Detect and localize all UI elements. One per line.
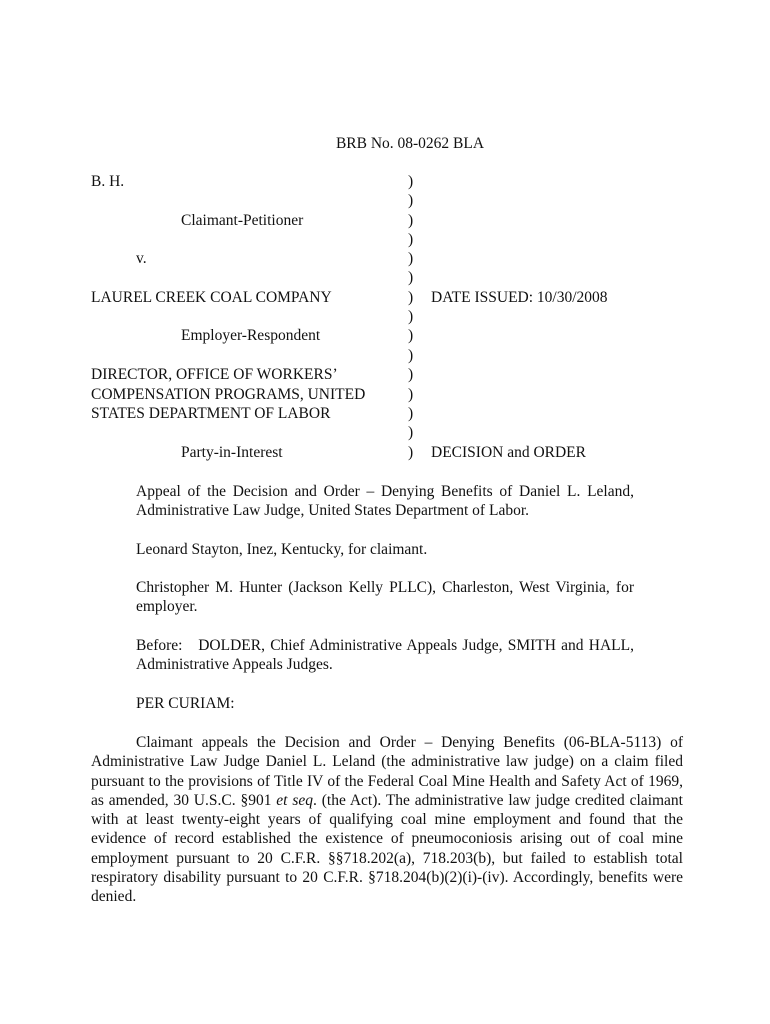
caption-paren: ) (408, 424, 414, 441)
appeal-statement: Appeal of the Decision and Order – Denying Benefits of Daniel L. Leland, Administrative Law Judge, United States Department of Labor. (136, 483, 634, 519)
per-curiam-heading: PER CURIAM: (136, 695, 235, 712)
employer-name: LAUREL CREEK COAL COMPANY (91, 289, 332, 306)
caption-paren: ) (408, 366, 414, 383)
caption-paren: ) (408, 192, 414, 209)
before-label: Before: (136, 637, 183, 654)
caption-paren: ) (408, 173, 414, 190)
opinion-citation-italic: et seq (276, 791, 314, 809)
caption-paren: ) (408, 327, 414, 344)
director-line-1: DIRECTOR, OFFICE OF WORKERS’ (91, 366, 338, 383)
counsel-employer: Christopher M. Hunter (Jackson Kelly PLLC), Charleston, West Virginia, for employer. (136, 579, 634, 615)
caption-paren: ) (408, 250, 414, 267)
caption-paren: ) (408, 308, 414, 325)
director-line-2: COMPENSATION PROGRAMS, UNITED (91, 386, 366, 403)
caption-paren: ) (408, 269, 414, 286)
caption-paren: ) (408, 289, 414, 306)
versus: v. (136, 250, 147, 267)
employer-role: Employer-Respondent (181, 327, 321, 344)
docket-number: BRB No. 08-0262 BLA (335, 135, 485, 152)
caption-paren: ) (408, 386, 414, 403)
opinion-text-2: . (the Act). The administrative law judge credited claimant with at least twenty-eight years of qualifying coal mine employment and found that the evidence of record established the existence of pneumoconiosis arising out of coal mine employment pursuant to 20 C.F.R. §§718.202(a), 718.203(b), but failed to establish total respiratory disability pursuant to 20 C.F.R. §718.204(b)(2)(i)-(iv). Accordingly, benefits were denied. (91, 791, 683, 906)
panel-before (136, 636, 634, 674)
director-line-3: STATES DEPARTMENT OF LABOR (91, 405, 331, 422)
counsel-claimant: Leonard Stayton, Inez, Kentucky, for claimant. (136, 541, 428, 558)
claimant-name: B. H. (91, 173, 125, 190)
claimant-role: Claimant-Petitioner (181, 212, 304, 229)
opinion-text-1: Claimant appeals the Decision and Order – Denying Benefits (06-BLA-5113) of Administrative Law Judge Daniel L. Leland (the administrative law judge) on a claim filed pursuant to the provisions of Title IV of the Federal Coal Mine Health and Safety Act of 1969, as amended, 30 U.S.C. §901 (91, 734, 683, 809)
before-judges: DOLDER, Chief Administrative Appeals Judge, SMITH and HALL, Administrative Appeals Judges. (136, 637, 634, 673)
director-role: Party-in-Interest (181, 444, 283, 461)
date-issued: DATE ISSUED: 10/30/2008 (431, 289, 608, 306)
decision-label: DECISION and ORDER (431, 444, 586, 461)
opinion-paragraph (91, 733, 683, 907)
caption-paren: ) (408, 405, 414, 422)
caption-paren: ) (408, 212, 414, 229)
caption-paren: ) (408, 444, 414, 461)
caption-paren: ) (408, 231, 414, 248)
caption-paren: ) (408, 347, 414, 364)
